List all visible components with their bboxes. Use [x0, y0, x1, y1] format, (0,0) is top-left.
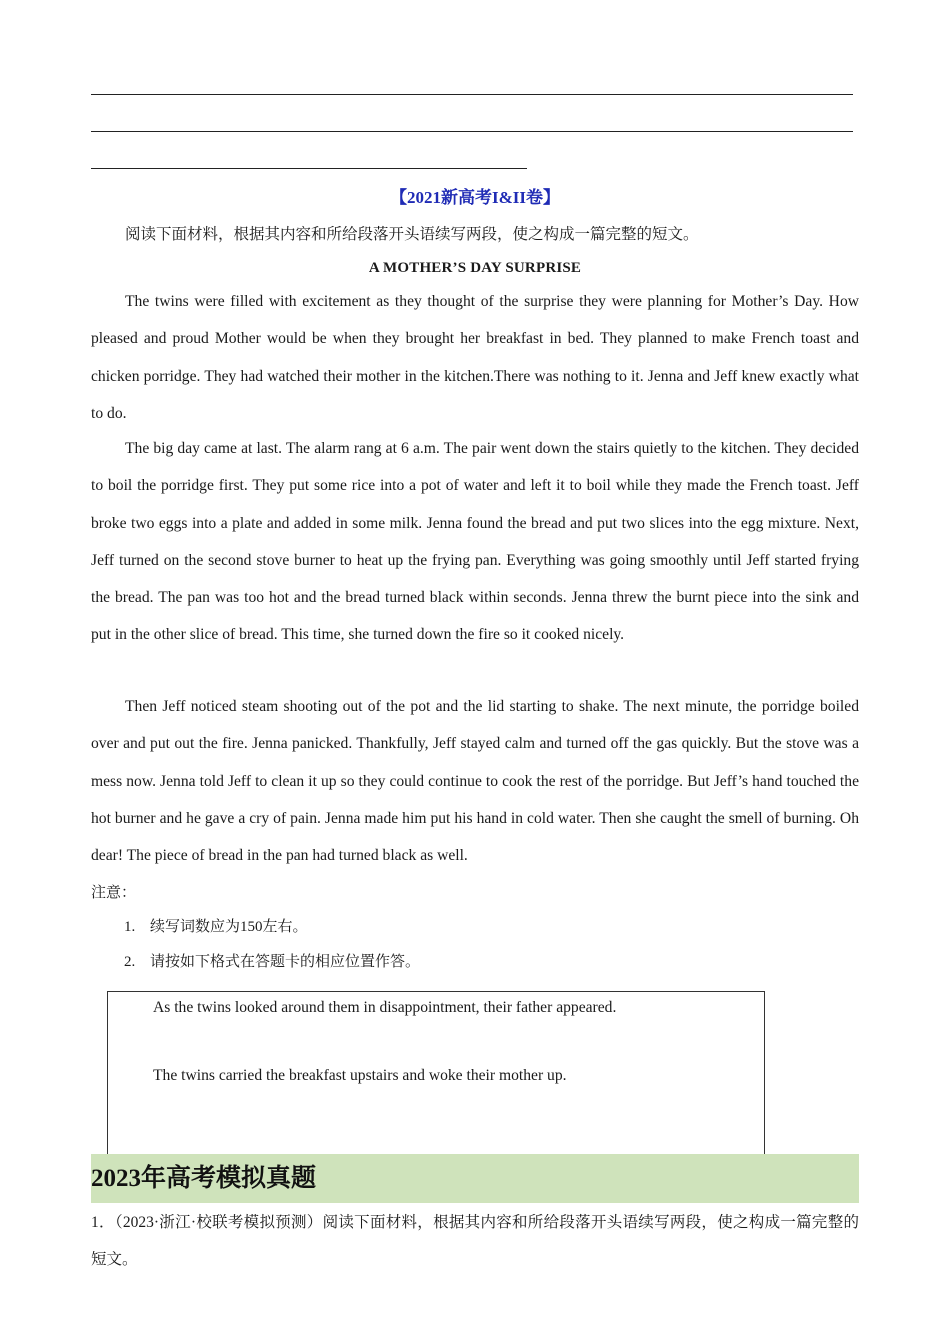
story-paragraph-1: The twins were filled with excitement as they thought of the surprise they were planning for Mother’s Day. How pleased and proud Mother would be when they brought her breakfast in bed. They planned to make French toast and chicken porridge. They had watched their mother in the kitchen.There was nothing to it. Jenna and Jeff knew exactly what to do. [91, 293, 859, 422]
answer-line-1 [91, 94, 853, 95]
answer-line-3 [91, 168, 527, 169]
note-text: 请按如下格式在答题卡的相应位置作答。 [150, 954, 421, 970]
story-title: A MOTHER’S DAY SURPRISE [368, 260, 582, 276]
note-number: 2. [124, 954, 136, 970]
answer-format-box [107, 991, 765, 1159]
question-1-text: 1．（2023·浙江·校联考模拟预测）阅读下面材料，根据其内容和所给段落开头语续写两段，使之构成一篇完整的短文。 [91, 1214, 859, 1268]
section-banner-2023 [91, 1154, 859, 1203]
paragraph-opener-1: As the twins looked around them in disappointment, their father appeared. [153, 999, 617, 1016]
answer-line-2 [91, 131, 853, 132]
note-number: 1. [124, 919, 136, 935]
banner-title: 2023年高考模拟真题 [91, 1165, 317, 1192]
note-text: 续写词数应为150左右。 [150, 919, 308, 935]
story-paragraph-2: The big day came at last. The alarm rang at 6 a.m. The pair went down the stairs quietly to the kitchen. They decided to boil the porridge first. They put some rice into a pot of water and left it to boil while they made the French toast. Jeff broke two eggs into a plate and added in some milk. Jenna found the bread and put two slices into the egg mixture. Next, Jeff turned on the second stove burner to heat up the frying pan. Everything was going smoothly until Jeff started frying the bread. The pan was too hot and the bread turned black within seconds. Jenna threw the burnt piece into the sink and put in the other slice of bread. This time, she turned down the fire so it cooked nicely. [91, 440, 859, 644]
instruction-text: 阅读下面材料，根据其内容和所给段落开头语续写两段，使之构成一篇完整的短文。 [125, 226, 699, 243]
story-paragraph-3: Then Jeff noticed steam shooting out of the pot and the lid starting to shake. The next minute, the porridge boiled over and put out the fire. Jenna panicked. Thankfully, Jeff stayed calm and turned off the gas quickly. But the stove was a mess now. Jenna told Jeff to clean it up so they could continue to cook the rest of the porridge. But Jeff’s hand touched the hot burner and he gave a cry of pain. Jenna made him put his hand in cold water. Then she caught the smell of burning. Oh dear! The piece of bread in the pan had turned black as well. [91, 698, 859, 865]
note-item [124, 915, 308, 939]
section-heading-2021: 【2021新高考I&II卷】 [389, 188, 560, 207]
note-label: 注意： [91, 885, 137, 901]
note-item [124, 950, 420, 974]
paragraph-opener-2: The twins carried the breakfast upstairs and woke their mother up. [153, 1067, 567, 1084]
